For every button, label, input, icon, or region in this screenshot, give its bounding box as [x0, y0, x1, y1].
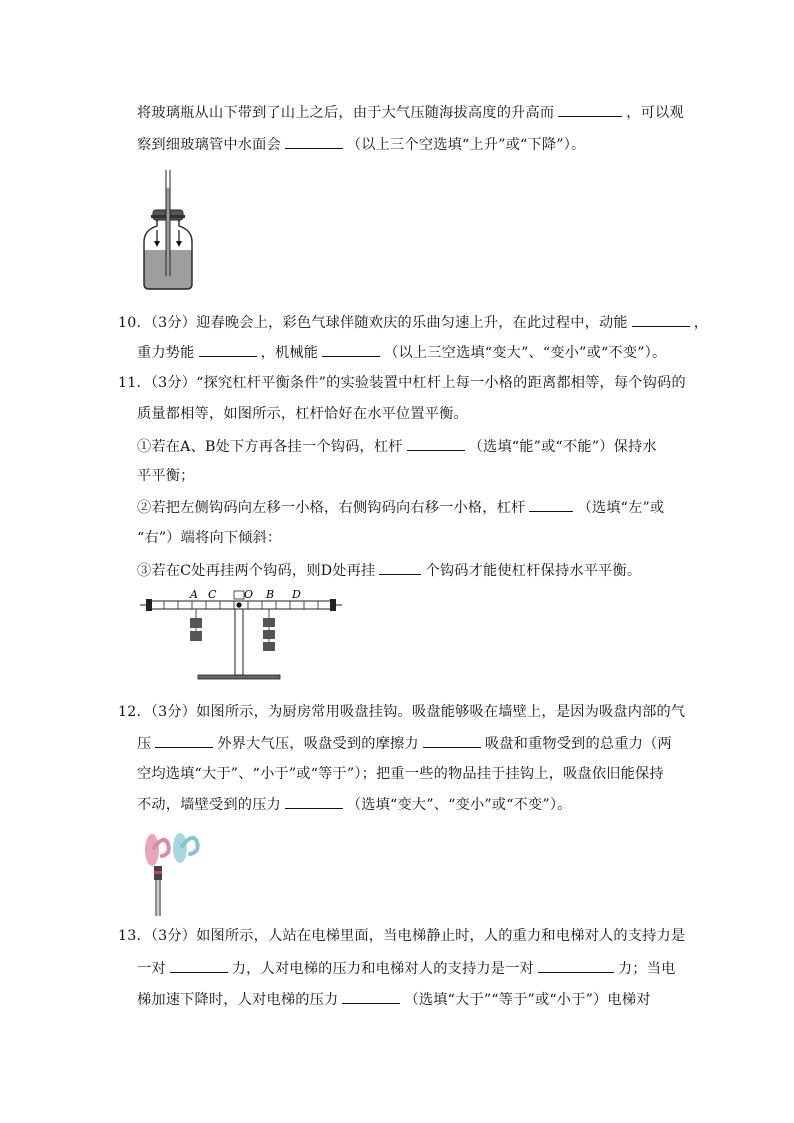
hanging-tool: [154, 866, 162, 916]
q9-line-2: [137, 134, 585, 155]
q11-text: ②若把左侧钩码向左移一小格，右侧钩码向右移一小格，杠杆: [137, 500, 526, 516]
q13-line-3: [137, 989, 651, 1010]
answer-blank[interactable]: [538, 958, 614, 973]
answer-blank[interactable]: [632, 312, 690, 327]
label-c: C: [208, 588, 217, 601]
q12-line-3: 空均选填“大于”、“小于”或“等于”）；把重一些的物品挂于挂钩上，吸盘依旧能保持: [137, 766, 664, 782]
answer-blank[interactable]: [322, 342, 380, 357]
label-a: A: [190, 588, 198, 601]
q12-text: 压: [137, 736, 152, 752]
left-weights: [190, 609, 202, 641]
q10-text: 10．（3分）迎春晚会上，彩色气球伴随欢庆的乐曲匀速上升，在此过程中，动能: [118, 315, 628, 331]
q11-part1-line-2: 平平衡；: [137, 468, 195, 484]
answer-blank[interactable]: [285, 134, 343, 149]
answer-blank[interactable]: [170, 958, 228, 973]
answer-blank[interactable]: [155, 733, 213, 748]
q10-text: ，: [693, 315, 709, 331]
q9-text: ，可以观: [626, 105, 684, 121]
answer-blank[interactable]: [342, 989, 400, 1004]
q13-text: （选填“大于”“等于”或“小于”）电梯对: [404, 992, 651, 1008]
answer-blank[interactable]: [407, 436, 465, 451]
q10-line-1: [118, 312, 708, 333]
q12-text: 吸盘和重物受到的总重力（两: [484, 736, 672, 752]
q13-text: 一对: [137, 961, 166, 977]
answer-blank[interactable]: [285, 794, 343, 809]
q11-line-2: 质量都相等，如图所示，杠杆恰好在水平位置平衡。: [137, 406, 468, 422]
q11-line-1: 11．（3分）“探究杠杆平衡条件”的实验装置中杠杆上每一小格的距离都相等，每个钩码的: [118, 375, 686, 391]
q10-text: （以上三空选填“变大”、“变小”或“不变”）。: [384, 345, 667, 361]
label-b: B: [266, 588, 275, 601]
q9-text: 将玻璃瓶从山下带到了山上之后，由于大气压随海拔高度的升高而: [137, 105, 555, 121]
q10-text: ，机械能: [260, 345, 319, 361]
q13-line-2: [137, 958, 675, 979]
q13-line-1: 13．（3分）如图所示，人站在电梯里面，当电梯静止时，人的重力和电梯对人的支持力是: [118, 928, 686, 944]
q11-part1-line-1: [137, 436, 657, 457]
q11-text: 个钩码才能使杠杆保持水平平衡。: [425, 563, 642, 579]
answer-blank[interactable]: [199, 342, 257, 357]
q12-line-4: [137, 794, 572, 815]
q12-line-2: [137, 733, 672, 754]
q11-part2-line-1: [137, 497, 664, 518]
answer-blank[interactable]: [379, 560, 421, 575]
q13-text: 力，人对电梯的压力和电梯对人的支持力是一对: [231, 961, 534, 977]
right-weights: [263, 609, 275, 651]
q11-text: ③若在C处再挂两个钩码，则D处再挂: [137, 563, 376, 579]
lever-figure: [138, 586, 348, 686]
q12-text: （选填“变大”、“变小”或“不变”）。: [346, 797, 572, 813]
suction-hook-figure: [138, 828, 208, 920]
q11-text: ①若在A、B处下方再各挂一个钩码，杠杆: [137, 439, 403, 455]
pink-suction-hook-icon: [145, 834, 169, 866]
q10-line-2: [137, 342, 666, 363]
answer-blank[interactable]: [529, 497, 573, 512]
q11-part3-line: [137, 560, 641, 581]
q12-line-1: 12．（3分）如图所示，为厨房常用吸盘挂钩。吸盘能够吸在墙壁上，是因为吸盘内部的气: [118, 704, 686, 720]
q11-text: （选填“左”或: [577, 500, 665, 516]
q9-text: 察到细玻璃管中水面会: [137, 137, 281, 153]
q11-part2-line-2: “右”）端将向下倾斜：: [137, 530, 282, 546]
q9-text: （以上三个空选填“上升”或“下降”）。: [346, 137, 586, 153]
q12-text: 不动，墙壁受到的压力: [137, 797, 281, 813]
bottle-figure: [138, 168, 198, 294]
blue-suction-hook-icon: [173, 833, 198, 863]
label-d: D: [292, 588, 301, 601]
answer-blank[interactable]: [423, 733, 481, 748]
q13-text: 梯加速下降时，人对电梯的压力: [137, 992, 339, 1008]
pivot: [236, 602, 241, 607]
answer-blank[interactable]: [558, 102, 622, 117]
q13-text: 力；当电: [617, 961, 676, 977]
q11-text: （选填“能”或“不能”）保持水: [468, 439, 657, 455]
q12-text: 外界大气压，吸盘受到的摩擦力: [217, 736, 419, 752]
q10-text: 重力势能: [137, 345, 195, 361]
label-o: O: [244, 588, 254, 601]
q9-line-1: [137, 102, 684, 123]
